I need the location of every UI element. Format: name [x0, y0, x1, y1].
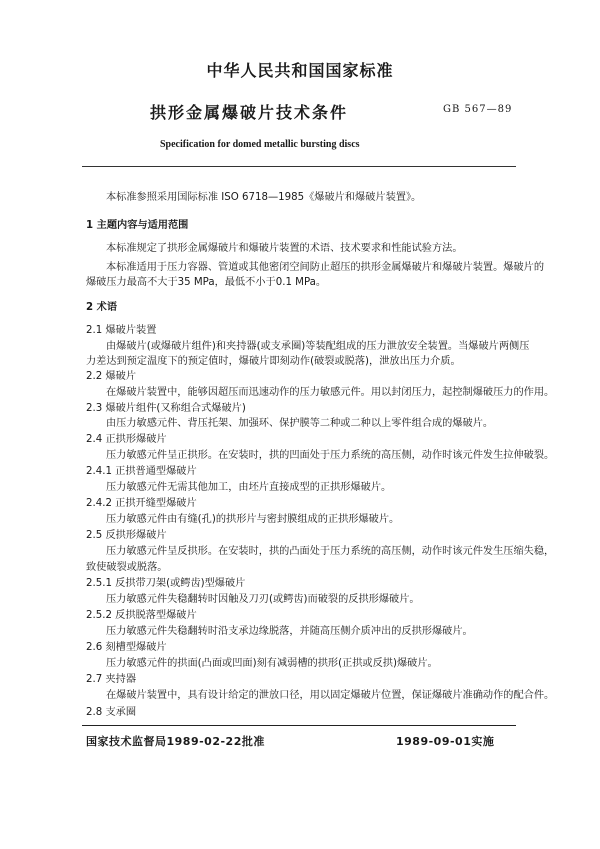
term-2-5-line-1: 压力敏感元件呈反拱形。在安装时，拱的凸面处于压力系统的高压侧，动作时该元件发生压缩失稳， — [106, 546, 555, 557]
section-1-paragraph-1: 本标准规定了拱形金属爆破片和爆破片装置的术语、技术要求和性能试验方法。 — [106, 243, 463, 254]
term-2-5-2-heading: 2.5.2 反拱脱落型爆破片 — [86, 610, 197, 621]
term-2-7-line-1: 在爆破片装置中，具有设计给定的泄放口径，用以固定爆破片位置，保证爆破片准确动作的配合件。 — [106, 690, 555, 701]
section-2-heading: 2 术语 — [86, 302, 118, 313]
term-2-1-line-2: 力差达到预定温度下的预定值时，爆破片即刻动作(破裂或脱落)，泄放出压力介质。 — [86, 356, 461, 367]
term-2-4-heading: 2.4 正拱形爆破片 — [86, 434, 167, 445]
header-divider — [82, 166, 516, 167]
standard-number: GB 567—89 — [443, 104, 513, 115]
section-1-paragraph-2-line-2: 爆破压力最高不大于35 MPa，最低不小于0.1 MPa。 — [86, 277, 327, 288]
term-2-4-line-1: 压力敏感元件呈正拱形。在安装时，拱的凹面处于压力系统的高压侧，动作时该元件发生拉伸破裂。 — [106, 450, 555, 461]
term-2-4-1-line-1: 压力敏感元件无需其他加工，由坯片直接成型的正拱形爆破片。 — [106, 482, 392, 493]
term-2-5-line-2: 致使破裂或脱落。 — [86, 562, 168, 573]
footer-divider — [82, 725, 516, 726]
approval-date: 国家技术监督局1989-02-22批准 — [86, 735, 265, 748]
section-1-heading: 1 主题内容与适用范围 — [86, 220, 189, 231]
national-standard-heading: 中华人民共和国国家标准 — [206, 61, 394, 80]
implementation-date: 1989-09-01实施 — [396, 735, 495, 748]
document-title: 拱形金属爆破片技术条件 — [150, 103, 349, 122]
term-2-4-1-heading: 2.4.1 正拱普通型爆破片 — [86, 466, 197, 477]
term-2-4-2-line-1: 压力敏感元件由有缝(孔)的拱形片与密封膜组成的正拱形爆破片。 — [106, 514, 400, 525]
english-title: Specification for domed metallic bursting discs — [160, 139, 360, 150]
term-2-3-line-1: 由压力敏感元件、背压托架、加强环、保护膜等二种或二种以上零件组合成的爆破片。 — [106, 418, 494, 429]
term-2-5-1-heading: 2.5.1 反拱带刀架(或鳄齿)型爆破片 — [86, 578, 246, 589]
term-2-4-2-heading: 2.4.2 正拱开缝型爆破片 — [86, 498, 197, 509]
term-2-3-heading: 2.3 爆破片组件(又称组合式爆破片) — [86, 403, 246, 414]
term-2-2-heading: 2.2 爆破片 — [86, 371, 137, 382]
section-1-paragraph-2-line-1: 本标准适用于压力容器、管道或其他密闭空间防止超压的拱形金属爆破片和爆破片装置。爆破片的 — [106, 262, 545, 273]
term-2-1-heading: 2.1 爆破片装置 — [86, 325, 157, 336]
term-2-1-line-1: 由爆破片(或爆破片组件)和夹持器(或支承圈)等装配组成的压力泄放安全装置。当爆破片两侧压 — [106, 341, 530, 352]
term-2-2-line-1: 在爆破片装置中，能够因超压而迅速动作的压力敏感元件。用以封闭压力，起控制爆破压力的作用。 — [106, 387, 555, 398]
term-2-7-heading: 2.7 夹持器 — [86, 674, 137, 685]
term-2-5-1-line-1: 压力敏感元件失稳翻转时因触及刀刃(或鳄齿)而破裂的反拱形爆破片。 — [106, 594, 420, 605]
term-2-8-heading: 2.8 支承圈 — [86, 707, 137, 718]
term-2-5-heading: 2.5 反拱形爆破片 — [86, 530, 167, 541]
term-2-6-line-1: 压力敏感元件的拱面(凸面或凹面)刻有减弱槽的拱形(正拱或反拱)爆破片。 — [106, 658, 438, 669]
intro-paragraph: 本标准参照采用国际标准 ISO 6718—1985《爆破片和爆破片装置》。 — [106, 192, 422, 203]
term-2-6-heading: 2.6 刻槽型爆破片 — [86, 642, 167, 653]
term-2-5-2-line-1: 压力敏感元件失稳翻转时沿支承边缘脱落，并随高压侧介质冲出的反拱形爆破片。 — [106, 626, 473, 637]
